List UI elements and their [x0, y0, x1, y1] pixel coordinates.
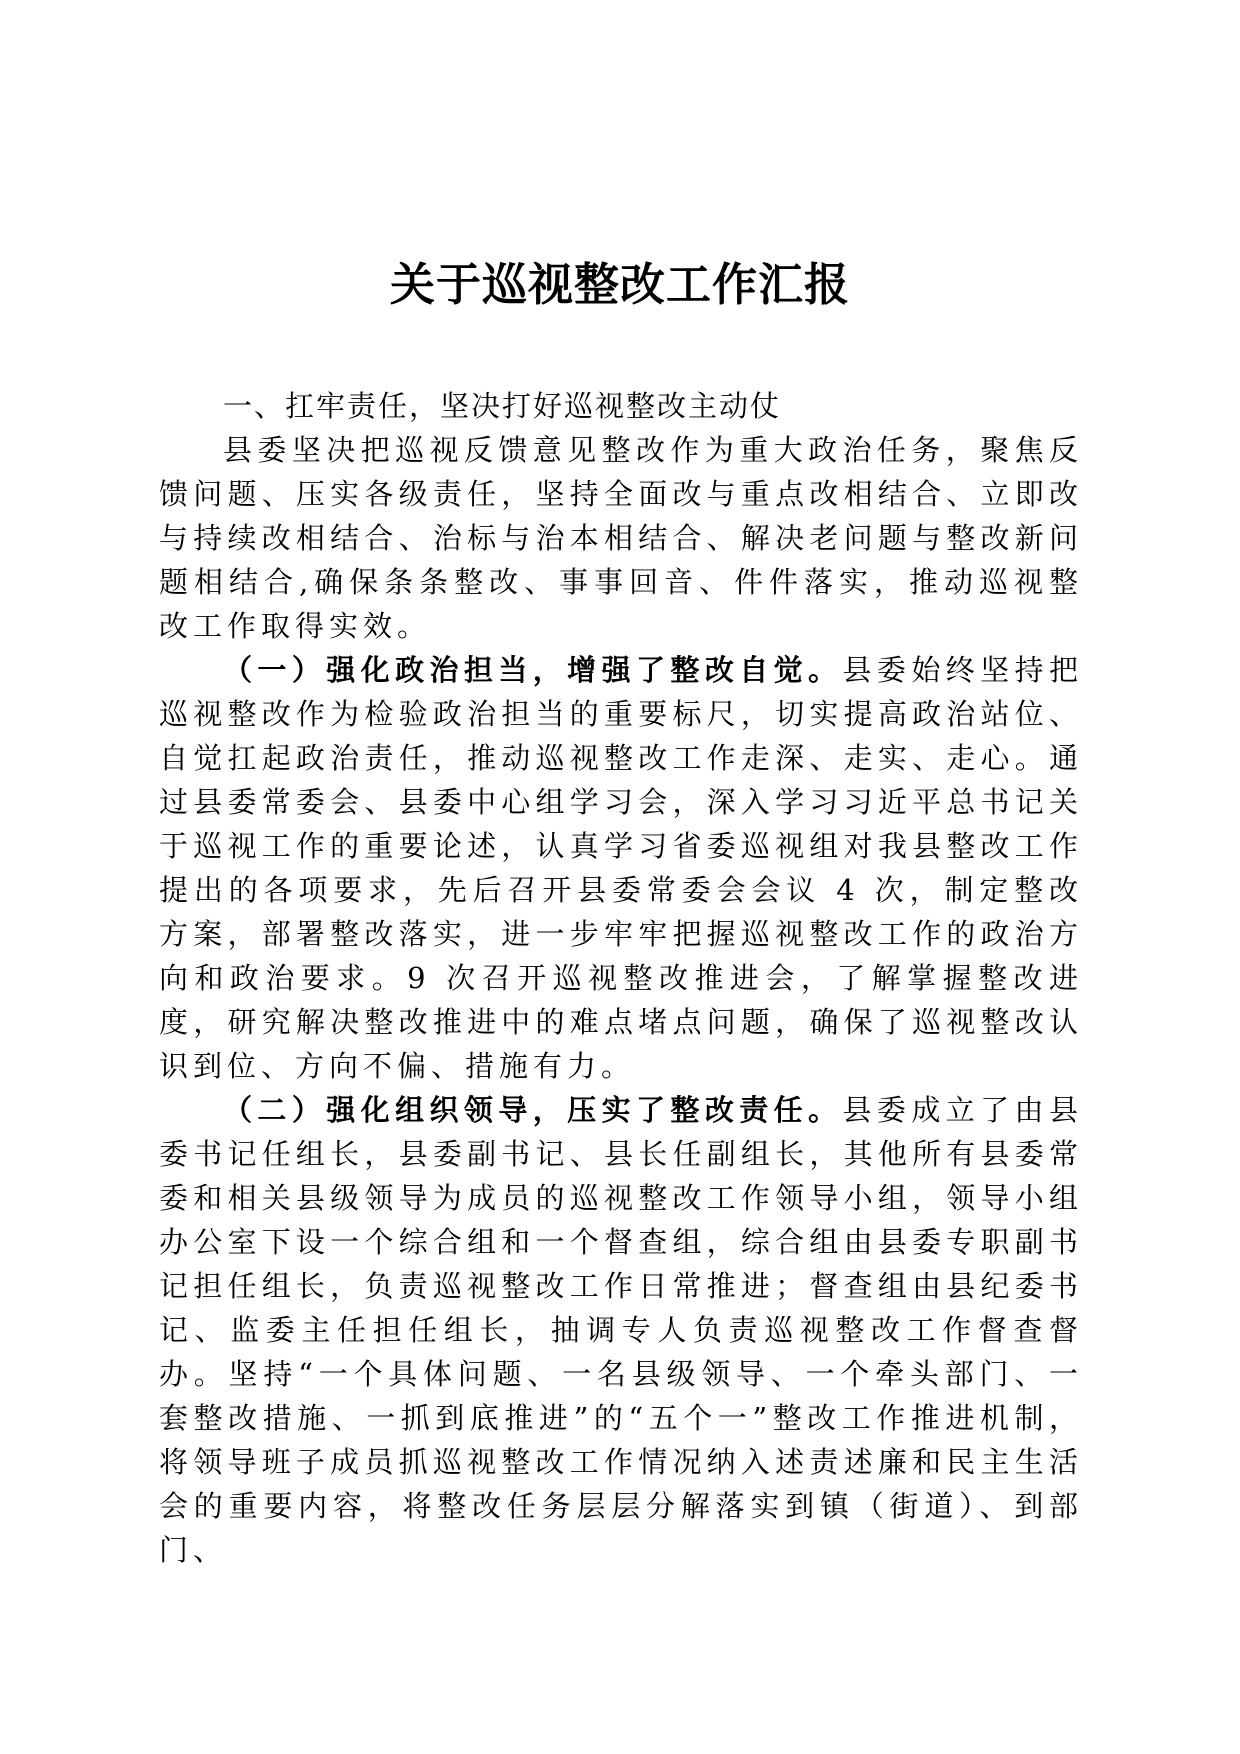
paragraph-subheading: （二）强化组织领导，压实了整改责任。 [223, 1093, 843, 1127]
intro-paragraph: 县委坚决把巡视反馈意见整改作为重大政治任务，聚焦反馈问题、压实各级责任，坚持全面改与重点改相结合、立即改与持续改相结合、治标与治本相结合、解决老问题与整改新问题相结合,确保条条整改、事事回音、件件落实，推动巡视整改工作取得实效。 [159, 433, 1083, 643]
paragraph-subheading: （一）强化政治担当，增强了整改自觉。 [223, 653, 843, 687]
paragraph-text: 县委始终坚持把巡视整改作为检验政治担当的重要标尺，切实提高政治站位、自觉扛起政治责任，推动巡视整改工作走深、走实、走心。通过县委常委会、县委中心组学习会，深入学习习近平总书记关于巡视工作的重要论述，认真学习省委巡视组对我县整改工作提出的各项要求，先后召开县委常委会会议 4 次，制定整改方案，部署整改落实，进一步牢牢把握巡视整改工作的政治方向和政治要求。9 次召开巡视整改推进会，了解掌握整改进度，研究解决整改推进中的难点堵点问题，确保了巡视整改认识到位、方向不偏、措施有力。 [159, 653, 1083, 1083]
section-heading: 一、扛牢责任，坚决打好巡视整改主动仗 [223, 389, 782, 423]
document-title: 关于巡视整改工作汇报 [389, 258, 850, 311]
paragraph-organizational-leadership [159, 1088, 1083, 1572]
paragraph-political-responsibility [159, 648, 1083, 1088]
paragraph-text: 县委成立了由县委书记任组长，县委副书记、县长任副组长，其他所有县委常委和相关县级领导为成员的巡视整改工作领导小组，领导小组办公室下设一个综合组和一个督查组，综合组由县委专职副书记担任组长，负责巡视整改工作日常推进；督查组由县纪委书记、监委主任担任组长，抽调专人负责巡视整改工作督查督办。坚持“一个具体问题、一名县级领导、一个牵头部门、一套整改措施、一抓到底推进”的“五个一”整改工作推进机制，将领导班子成员抓巡视整改工作情况纳入述责述廉和民主生活会的重要内容，将整改任务层层分解落实到镇（街道）、到部门、 [159, 1093, 1083, 1567]
document-body [159, 384, 1083, 1572]
